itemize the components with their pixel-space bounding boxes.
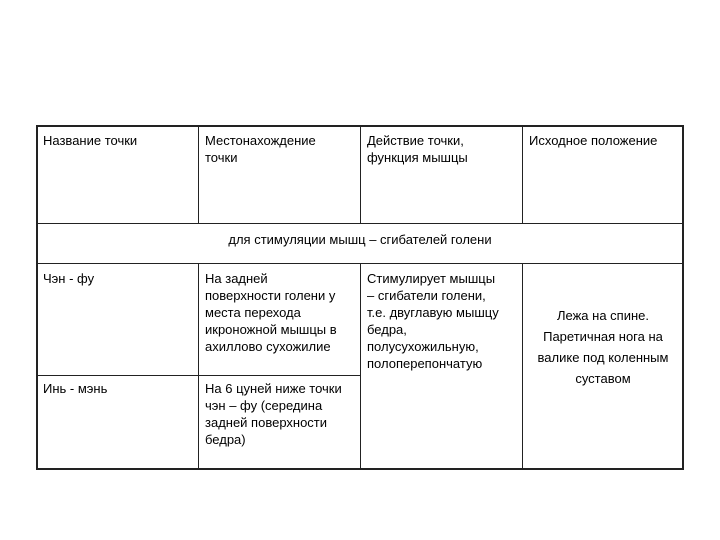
col-divider-1 [198, 127, 199, 223]
col-divider-1-body [198, 263, 199, 468]
col-divider-2 [360, 127, 361, 223]
row-divider [38, 375, 360, 376]
header-divider [38, 223, 682, 224]
header-action: Действие точки, функция мышцы [367, 133, 468, 165]
row-1-name: Чэн - фу [43, 271, 95, 286]
row-2-name: Инь - мэнь [43, 381, 108, 396]
row-1-location: На задней поверхности голени у места перехода икроножной мышцы в ахиллово сухожилие [205, 271, 337, 354]
header-point-name: Название точки [43, 133, 138, 148]
col-divider-3-body [522, 263, 523, 468]
action-merged: Стимулирует мышцы – сгибатели голени, т.е. двуглавую мышцу бедра, полусухожильную, полоперепончатую [367, 271, 499, 371]
col-divider-3 [522, 127, 523, 223]
section-title: для стимуляции мышц – сгибателей голени [228, 232, 492, 247]
points-table [36, 125, 684, 470]
row-2-location: На 6 цуней ниже точки чэн – фу (середина задней поверхности бедра) [205, 381, 342, 447]
header-location: Местонахождение точки [205, 133, 316, 165]
position-merged: Лежа на спине. Паретичная нога на валике под коленным суставом [537, 308, 669, 386]
header-position: Исходное положение [529, 133, 658, 148]
col-divider-2-body [360, 263, 361, 468]
